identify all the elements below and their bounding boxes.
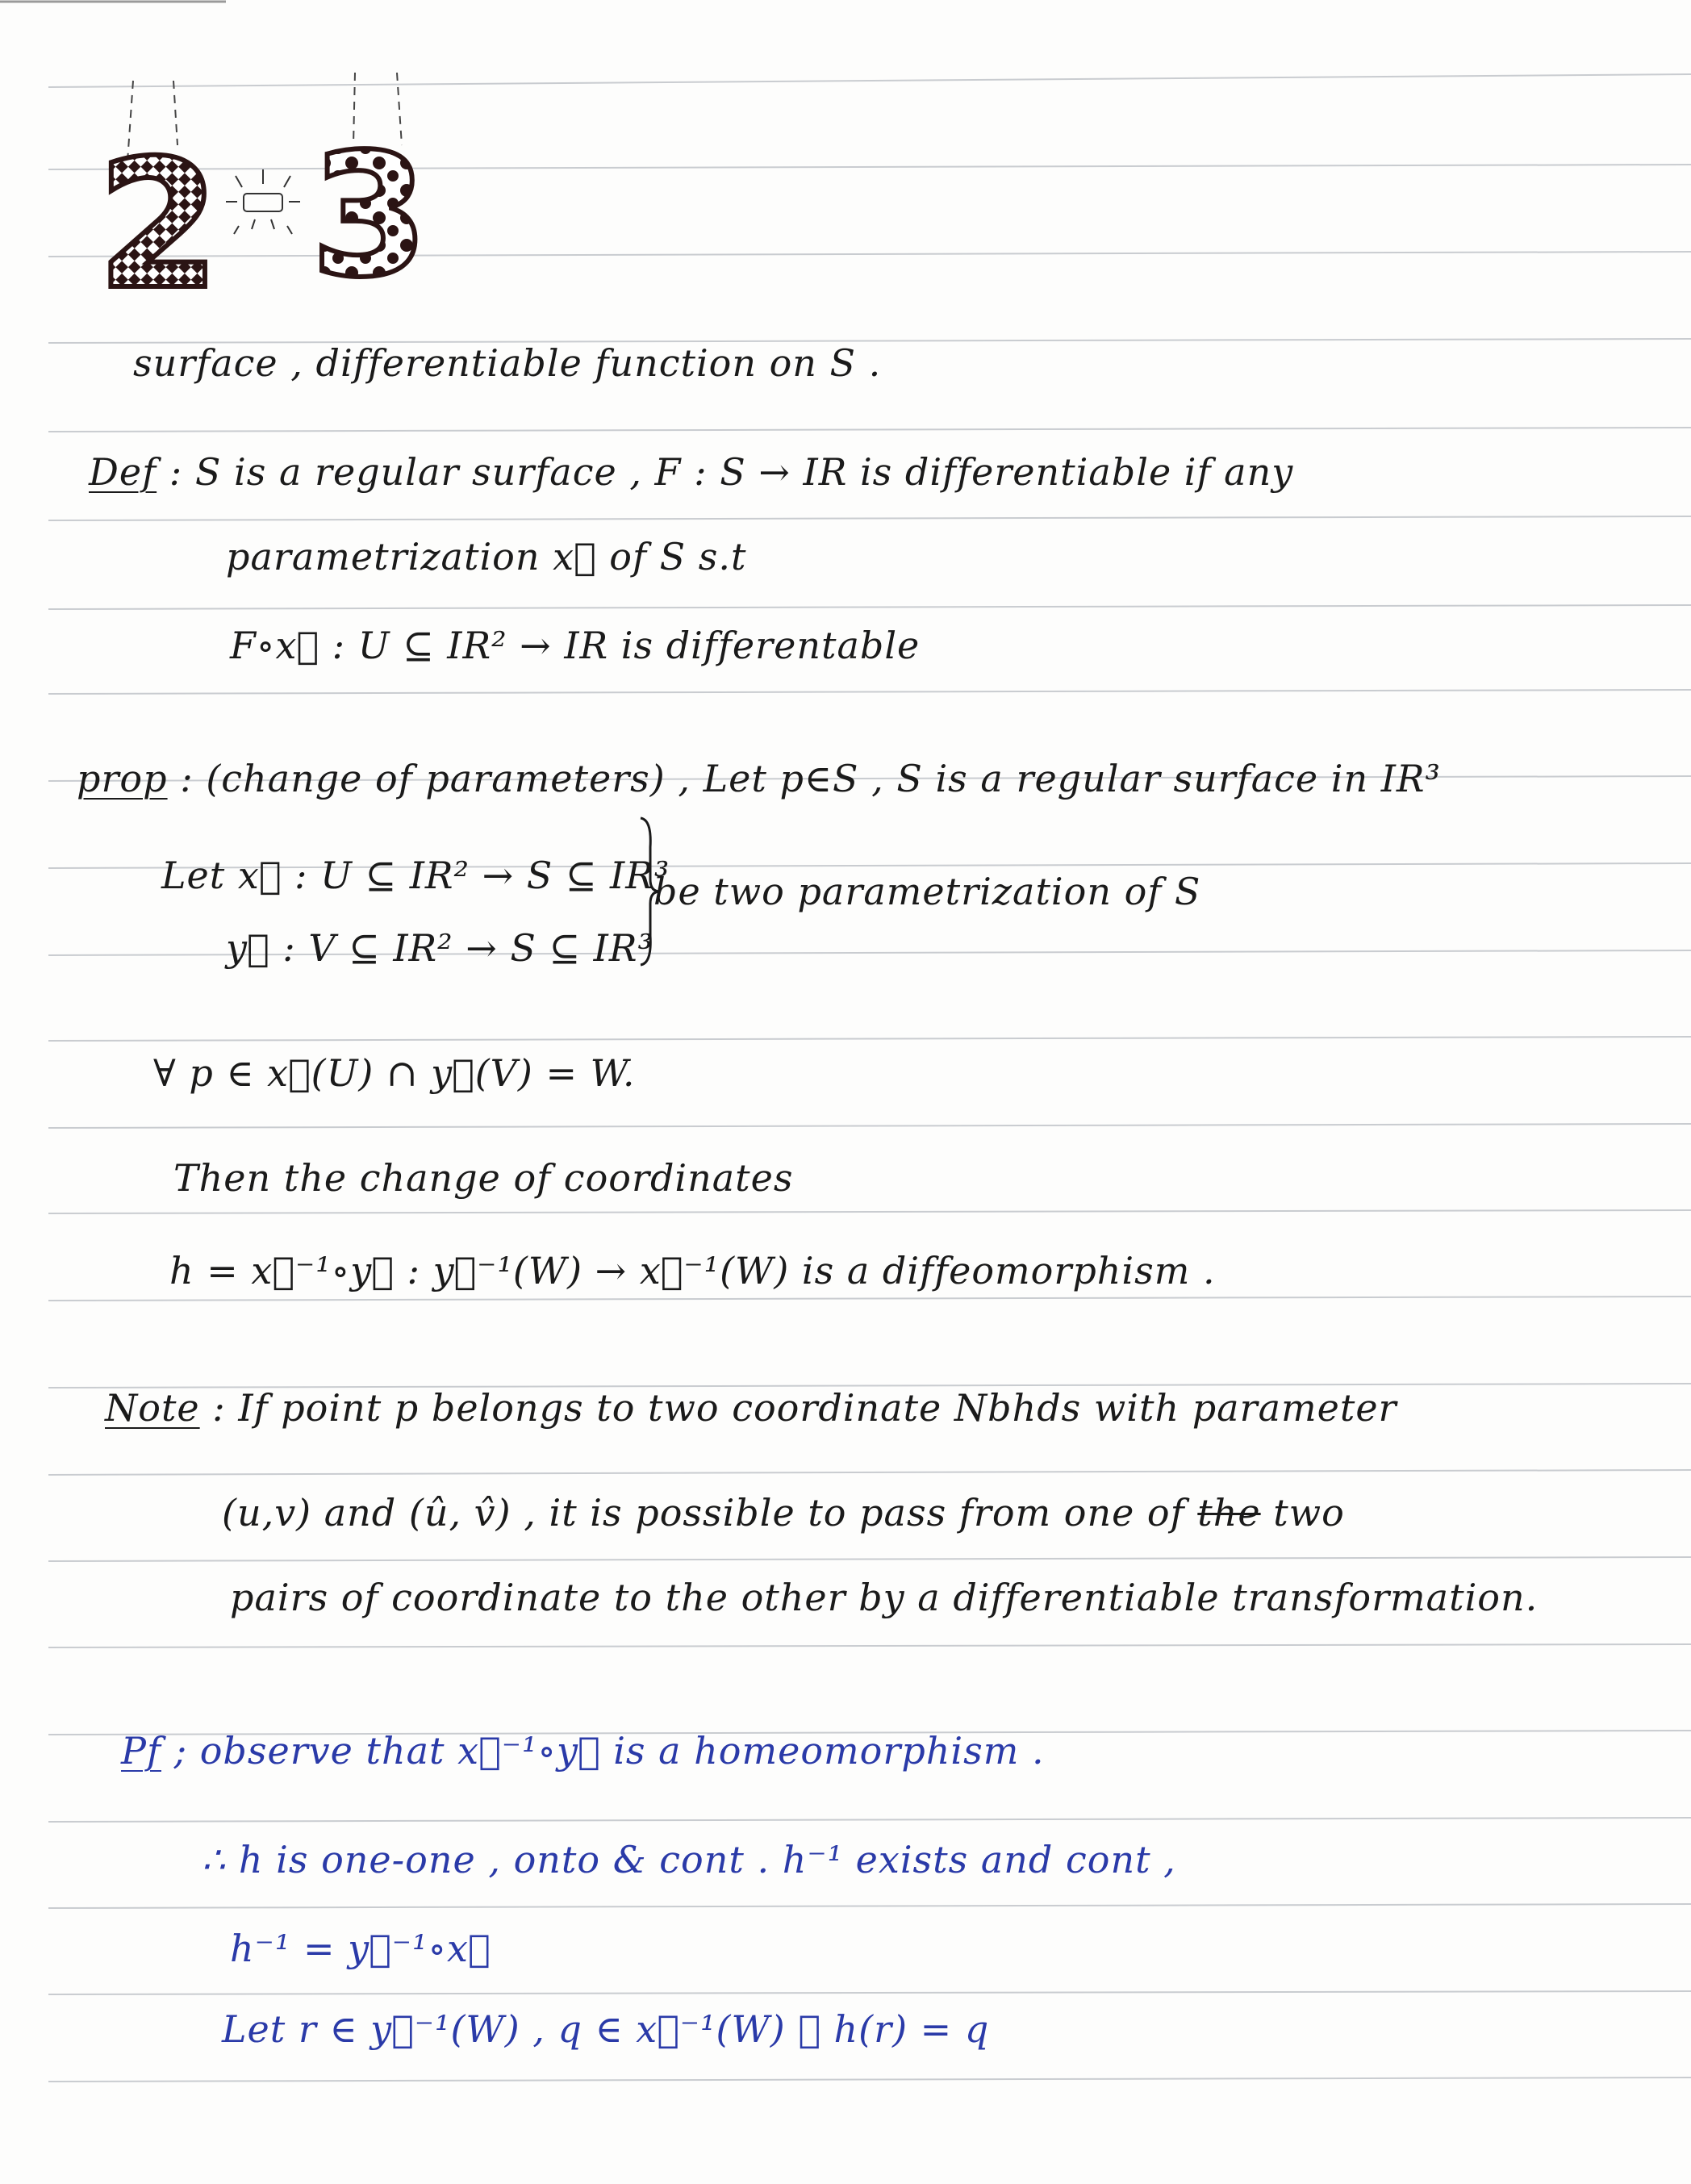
- svg-text:3: 3: [311, 117, 429, 307]
- definition-line-3: [230, 621, 920, 670]
- struck-word: the: [1197, 1491, 1261, 1535]
- section-title: [133, 339, 881, 387]
- note-text-3: pairs of coordinate to the other by a differentiable transformation.: [230, 1576, 1539, 1619]
- proof-line-4: [222, 2005, 989, 2053]
- definition-text-3: F∘x⃗ : U ⊆ IR² → IR is differentable: [230, 624, 921, 667]
- proposition-line-3: [226, 924, 653, 972]
- note-text-2b: two: [1260, 1491, 1345, 1535]
- svg-text:2: 2: [97, 122, 221, 307]
- definition-text-2: parametrization x⃗ of S s.t: [226, 535, 747, 578]
- parametrization-y: y⃗ : V ⊆ IR² → S ⊆ IR³: [226, 926, 653, 970]
- note-text-2a: (u,v) and (û, v̂) , it is possible to pass from one of: [222, 1491, 1198, 1535]
- prop-label: prop: [77, 757, 168, 800]
- proposition-line-5: [173, 1154, 793, 1202]
- proof-text-4: Let r ∈ y⃗⁻¹(W) , q ∈ x⃗⁻¹(W) ∴ h(r) = q: [222, 2007, 990, 2051]
- def-label: Def: [89, 450, 157, 494]
- diffeomorphism-text: h = x⃗⁻¹∘y⃗ : y⃗⁻¹(W) → x⃗⁻¹(W) is a diffeomorphism .: [169, 1249, 1216, 1292]
- proof-line-2: [202, 1835, 1176, 1884]
- definition-text: : S is a regular surface , F : S → IR is differentiable if any: [157, 450, 1294, 494]
- proof-text: ; observe that x⃗⁻¹∘y⃗ is a homeomorphism .: [161, 1729, 1045, 1773]
- lightbulb-icon: [226, 169, 300, 234]
- note-line-1: [105, 1384, 1397, 1432]
- note-label: Note: [105, 1386, 200, 1430]
- note-text: : If point p belongs to two coordinate Nbhds with parameter: [199, 1386, 1397, 1430]
- parametrization-x: Let x⃗ : U ⊆ IR² → S ⊆ IR³: [161, 854, 670, 897]
- date-day-digit: [311, 117, 428, 307]
- proposition-side-note: [653, 867, 1200, 916]
- proposition-line-2: [161, 851, 670, 900]
- proposition-line-6: [169, 1247, 1216, 1295]
- proposition-line-4: [153, 1049, 635, 1097]
- proposition-text: : (change of parameters) , Let p∈S , S is a regular surface in IR³: [167, 757, 1441, 800]
- date-month-digit: [97, 122, 220, 307]
- intersection-text: ∀ p ∈ x⃗(U) ∩ y⃗(V) = W.: [153, 1051, 636, 1095]
- proof-text-3: h⁻¹ = y⃗⁻¹∘x⃗: [230, 1927, 491, 1970]
- proof-label: Pf: [121, 1729, 161, 1773]
- note-line-2: [222, 1489, 1345, 1537]
- proof-line-1: [121, 1727, 1045, 1775]
- note-line-3: [230, 1573, 1538, 1622]
- definition-line-2: [226, 532, 746, 581]
- proposition-line-1: [77, 754, 1441, 803]
- change-of-coordinates-text: Then the change of coordinates: [173, 1156, 794, 1200]
- date-ornament: [97, 73, 468, 307]
- section-title-text: surface , differentiable function on S .: [133, 341, 882, 385]
- definition-line-1: [89, 448, 1293, 496]
- proof-text-2: ∴ h is one-one , onto & cont . h⁻¹ exists and cont ,: [202, 1838, 1176, 1881]
- two-parametrizations-text: be two parametrization of S: [653, 870, 1201, 913]
- proof-line-3: [230, 1924, 491, 1973]
